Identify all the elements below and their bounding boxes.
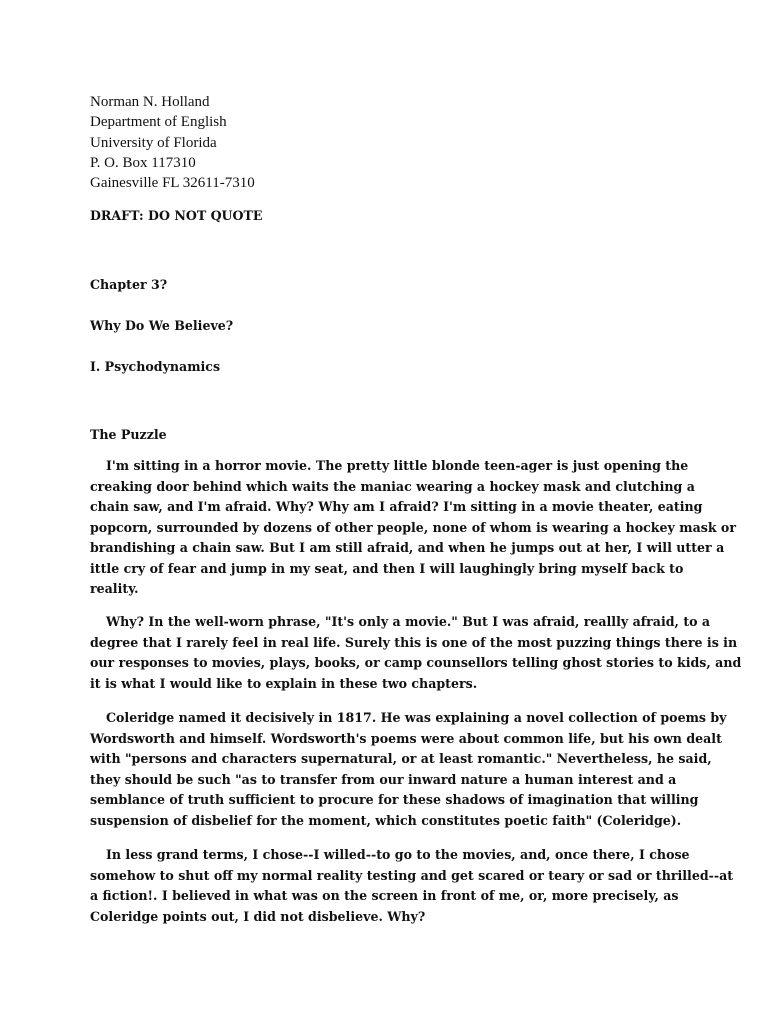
paragraph-line: degree that I rarely feel in real life. Surely this is one of the most puzzing things there is in	[90, 634, 738, 650]
paragraph	[90, 845, 734, 927]
paragraph-line: a fiction!. I believed in what was on the screen in front of me, or, more precisely, as	[90, 888, 679, 903]
chapter-heading: Chapter 3?	[90, 277, 168, 292]
paragraph-line: reality.	[90, 581, 139, 596]
paragraph-line: chain saw, and I'm afraid. Why? Why am I afraid? I'm sitting in a movie theater, eating	[90, 499, 703, 514]
paragraph-line: they should be such "as to transfer from our inward nature a human interest and a	[90, 771, 677, 787]
paragraph-line: suspension of disbelief for the moment, which constitutes poetic faith" (Coleridge).	[90, 812, 682, 828]
paragraph-line: brandishing a chain saw. But I am still afraid, and when he jumps out at her, I will utter a	[90, 540, 725, 555]
university: University of Florida	[90, 134, 217, 151]
paragraph-line: it is what I would like to explain in these two chapters.	[90, 675, 478, 691]
paragraph-line: In less grand terms, I chose--I willed--to go to the movies, and, once there, I chose	[106, 847, 690, 862]
paragraph-line: Wordsworth and himself. Wordsworth's poems were about common life, but his own dealt	[90, 730, 722, 746]
draft-notice: DRAFT: DO NOT QUOTE	[90, 208, 263, 223]
paragraph-line: semblance of truth sufficient to procure for these shadows of imagination that willing	[90, 792, 699, 807]
paragraph	[90, 456, 736, 600]
paragraph-line: somehow to shut off my normal reality testing and get scared or teary or sad or thrilled--at	[90, 867, 734, 883]
paragraph-line: popcorn, surrounded by dozens of other people, none of whom is wearing a hockey mask or	[90, 519, 736, 535]
department: Department of English	[90, 114, 227, 131]
paragraph-line: ittle cry of fear and jump in my seat, and then I will laughingly bring myself back to	[90, 560, 684, 576]
paragraph	[90, 612, 742, 694]
city-state-zip: Gainesville FL 32611-7310	[90, 175, 255, 192]
paragraph-line: our responses to movies, plays, books, or camp counsellors telling ghost stories to kids, and	[90, 655, 742, 670]
paragraph-line: creaking door behind which waits the maniac wearing a hockey mask and clutching a	[90, 478, 695, 494]
paragraph-line: Coleridge points out, I did not disbelieve. Why?	[90, 908, 426, 924]
author-name: Norman N. Holland	[90, 94, 210, 110]
document-title: Why Do We Believe?	[90, 318, 234, 333]
section-heading: The Puzzle	[90, 427, 167, 442]
paragraph	[90, 708, 727, 831]
document-page	[90, 92, 742, 924]
po-box: P. O. Box 117310	[90, 154, 196, 171]
paragraph-line: I'm sitting in a horror movie. The pretty little blonde teen-ager is just opening the	[106, 458, 689, 473]
part-heading: I. Psychodynamics	[90, 359, 221, 374]
paragraph-line: with "persons and characters supernatural, or at least romantic." Nevertheless, he said,	[90, 751, 712, 766]
author-address-block	[90, 92, 690, 193]
paragraph-line: Coleridge named it decisively in 1817. He was explaining a novel collection of poems by	[106, 710, 727, 725]
paragraph-line: Why? In the well-worn phrase, "It's only a movie." But I was afraid, reallly afraid, to a	[106, 614, 711, 629]
